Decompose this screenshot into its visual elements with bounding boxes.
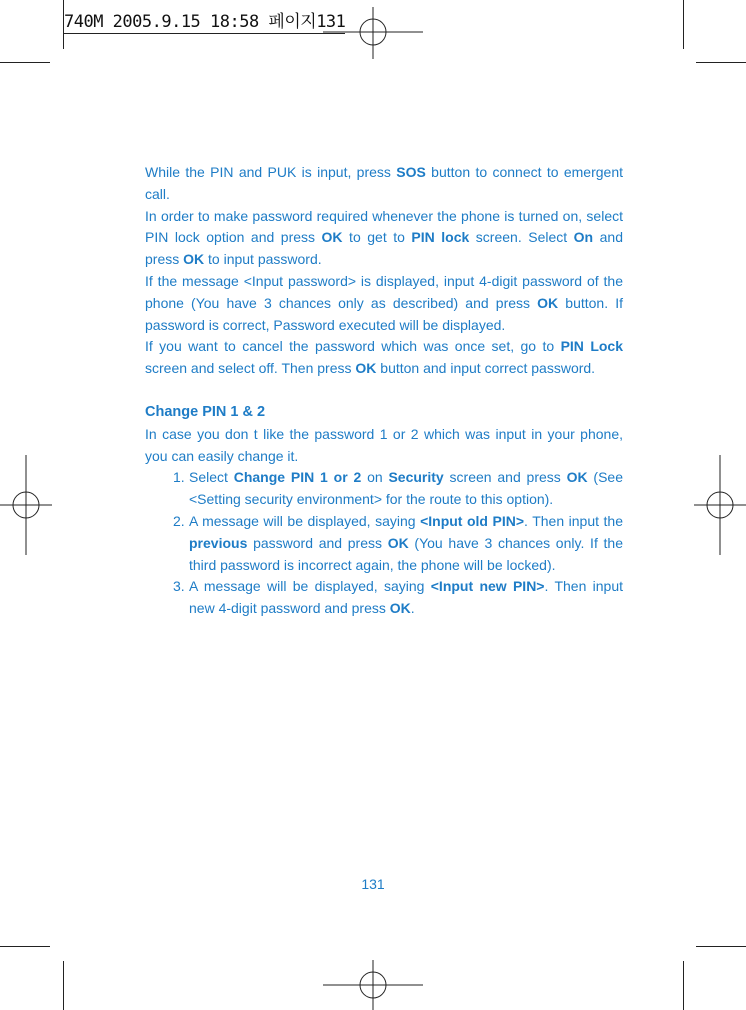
crop-mark-bottom-left-vertical xyxy=(63,961,64,1010)
emphasis-text: SOS xyxy=(396,164,426,180)
crop-mark-bottom-left-horizontal xyxy=(0,946,50,947)
step-number: 1. xyxy=(173,469,185,486)
emphasis-text: Change PIN 1 or 2 xyxy=(233,469,362,486)
list-item xyxy=(145,467,623,511)
section-title: Change PIN 1 & 2 xyxy=(145,403,266,420)
crop-mark-top-left-horizontal xyxy=(0,62,50,63)
manual-page-content xyxy=(145,162,623,620)
paragraph-sos: While the PIN and PUK is input, press SOS button to connect to emergent call. xyxy=(145,164,623,202)
paragraph-pin-lock: In order to make password required whenever the phone is turned on, select PIN lock option and press OK to get to PIN lock screen. Select On and press OK to input password. xyxy=(145,207,623,268)
emphasis-text: On xyxy=(573,229,594,246)
crop-mark-top-left-vertical xyxy=(63,0,64,49)
crop-mark-top-right-horizontal xyxy=(696,62,746,63)
emphasis-text: OK xyxy=(537,294,559,311)
crop-mark-bottom-right-horizontal xyxy=(696,946,746,947)
emphasis-text: <Input new PIN> xyxy=(430,578,545,595)
emphasis-text: <Input old PIN> xyxy=(420,512,525,529)
step-text: Select Change PIN 1 or 2 on Security screen and press OK (See <Setting security environment> for the route to this option). xyxy=(189,469,623,508)
emphasis-text: OK xyxy=(389,600,411,617)
step-number: 3. xyxy=(173,578,185,595)
emphasis-text: OK xyxy=(355,360,377,377)
paragraph-cancel-password: If you want to cancel the password which was once set, go to PIN Lock screen and select off. Then press OK button and input correct password. xyxy=(145,338,623,377)
crop-mark-bottom-right-vertical xyxy=(683,961,684,1010)
step-text: A message will be displayed, saying <Input new PIN>. Then input new 4-digit password and press OK. xyxy=(189,578,624,617)
emphasis-text: PIN Lock xyxy=(560,338,623,355)
print-slug-text: 740M 2005.9.15 18:58 페이지131 xyxy=(64,12,346,32)
emphasis-text: previous xyxy=(189,534,248,551)
emphasis-text: OK xyxy=(566,469,588,486)
registration-mark-bottom-icon xyxy=(323,960,423,1010)
section-spacer xyxy=(145,380,623,402)
list-item xyxy=(145,576,623,620)
emphasis-text: PIN lock xyxy=(411,229,470,246)
page-number: 131 xyxy=(361,876,385,892)
registration-mark-right-icon xyxy=(694,455,746,555)
registration-mark-top-icon xyxy=(323,7,423,59)
registration-mark-left-icon xyxy=(0,455,52,555)
list-item xyxy=(145,511,623,576)
emphasis-text: OK xyxy=(183,251,205,268)
print-slug-header xyxy=(64,7,345,32)
crop-mark-top-right-vertical xyxy=(683,0,684,49)
emphasis-text: OK xyxy=(387,534,409,551)
print-slug-underline xyxy=(64,33,345,34)
emphasis-text: Security xyxy=(388,469,444,486)
step-number: 2. xyxy=(173,512,185,529)
paragraph-input-password: If the message <Input password> is displayed, input 4-digit password of the phone (You have 3 chances only as described) and press OK button. If password is correct, Password executed will be displayed. xyxy=(145,272,623,333)
step-text: A message will be displayed, saying <Input old PIN>. Then input the previous password and press OK (You have 3 chances only. If the third password is incorrect again, the phone will be locked). xyxy=(189,512,623,573)
steps-list xyxy=(145,467,623,620)
section-intro: In case you don t like the password 1 or 2 which was input in your phone, you can easily change it. xyxy=(145,425,623,464)
emphasis-text: OK xyxy=(321,229,343,246)
